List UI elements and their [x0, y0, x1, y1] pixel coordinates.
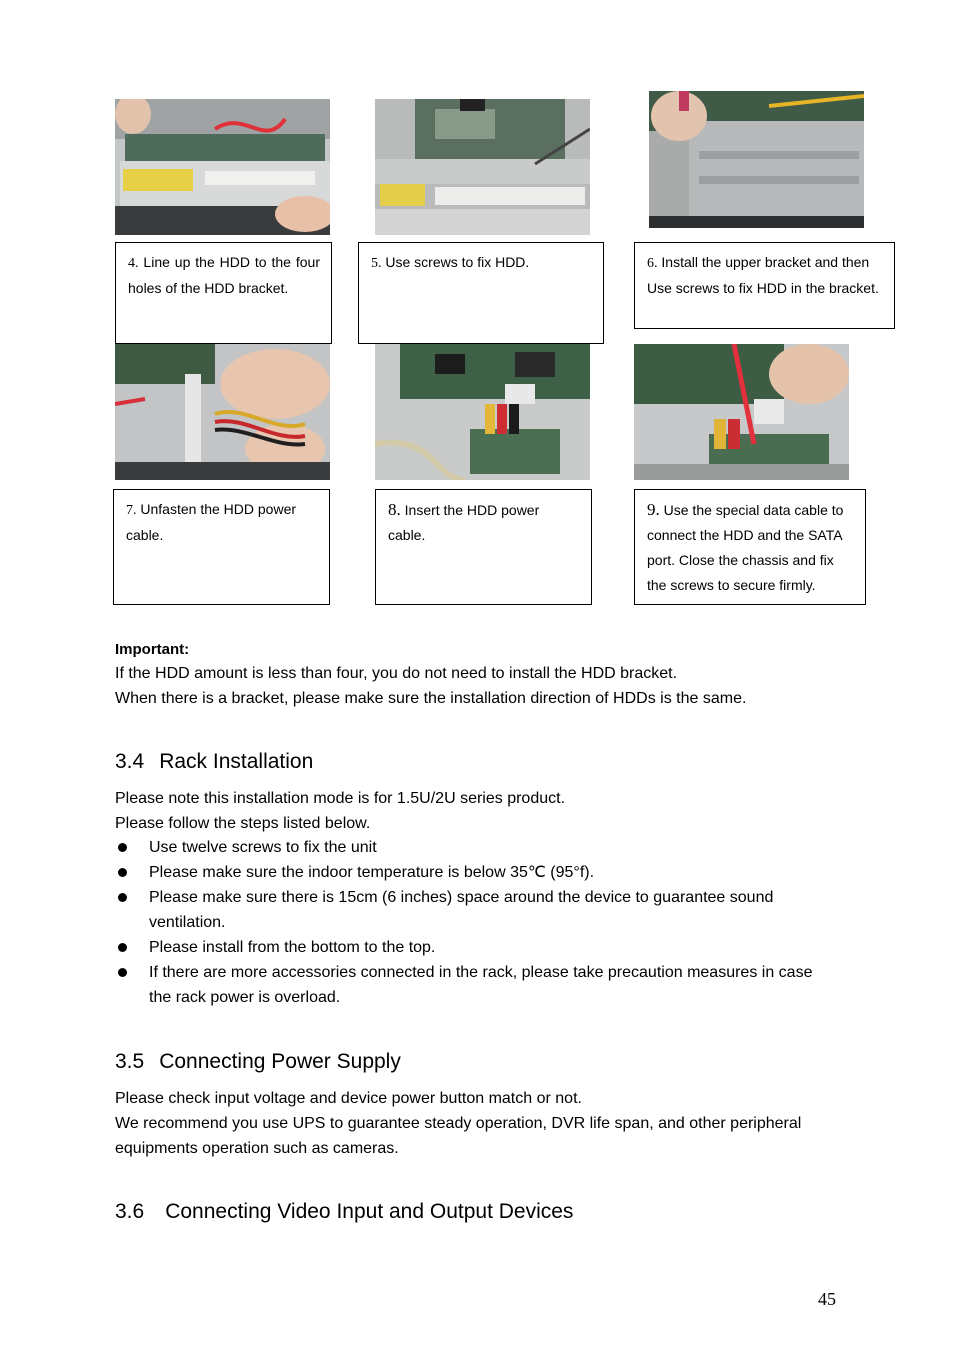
section-title: Connecting Power Supply [159, 1050, 401, 1073]
section-heading-3-4 [115, 748, 313, 776]
photo-step-8-insert-power [375, 344, 590, 480]
section-number: 3.6 [115, 1200, 145, 1223]
photo-step-5-screws [375, 99, 590, 235]
bullet-icon [118, 843, 127, 852]
section-title: Connecting Video Input and Output Devices [165, 1200, 574, 1223]
important-line-1: If the HDD amount is less than four, you do not need to install the HDD bracket. [115, 665, 678, 682]
paragraph: Please follow the steps listed below. [115, 815, 371, 832]
step-number: 9. [647, 500, 660, 519]
caption-step-9 [634, 489, 866, 605]
list-item [115, 885, 839, 935]
step-text: Use the special data cable to connect the HDD and the SATA port. Close the chassis and fix the screws to secure firmly. [647, 502, 844, 593]
photo-step-9-sata-cable [634, 344, 849, 480]
paragraph: Please note this installation mode is for 1.5U/2U series product. [115, 790, 566, 807]
step-number: 6. [647, 256, 658, 271]
section-title: Rack Installation [159, 750, 314, 773]
paragraph: Please check input voltage and device power button match or not. [115, 1090, 582, 1107]
caption-step-5 [358, 242, 604, 344]
photo-step-4-hdd-bracket [115, 99, 330, 235]
section-heading-3-6 [115, 1198, 573, 1226]
list-item-text: Use twelve screws to fix the unit [149, 839, 377, 856]
list-item-text: Please make sure the indoor temperature is below 35℃ (95°f). [149, 864, 595, 881]
section-number: 3.4 [115, 750, 145, 773]
caption-step-4 [115, 242, 332, 344]
bullet-icon [118, 868, 127, 877]
important-line-2: When there is a bracket, please make sure the installation direction of HDDs is the same. [115, 690, 747, 707]
step-text: Line up the HDD to the four holes of the HDD bracket. [128, 254, 321, 296]
section-heading-3-5 [115, 1048, 401, 1076]
step-text: Unfasten the HDD power cable. [126, 501, 297, 543]
important-label: Important: [115, 641, 190, 658]
step-number: 7. [126, 503, 137, 518]
caption-step-7 [113, 489, 330, 605]
bullet-list [115, 835, 839, 1010]
step-number: 8. [388, 500, 401, 519]
list-item [115, 835, 839, 860]
list-item-text: Please install from the bottom to the top. [149, 939, 436, 956]
paragraph: We recommend you use UPS to guarantee steady operation, DVR life span, and other peripheral [115, 1115, 802, 1132]
bullet-icon [118, 893, 127, 902]
list-item-text: If there are more accessories connected in the rack, please take precaution measures in case the rack power is overload. [149, 964, 813, 1006]
bullet-icon [118, 943, 127, 952]
section-number: 3.5 [115, 1050, 145, 1073]
list-item [115, 935, 839, 960]
list-item [115, 860, 839, 885]
caption-step-6 [634, 242, 895, 329]
bullet-icon [118, 968, 127, 977]
step-number: 5. [371, 256, 382, 271]
caption-step-8 [375, 489, 592, 605]
step-text: Insert the HDD power cable. [388, 502, 540, 543]
step-text: Use screws to fix HDD. [385, 254, 530, 270]
paragraph: equipments operation such as cameras. [115, 1140, 399, 1157]
step-number: 4. [128, 256, 139, 271]
list-item [115, 960, 839, 1010]
photo-step-6-upper-bracket [649, 91, 864, 228]
list-item-text: Please make sure there is 15cm (6 inches) space around the device to guarantee sound ventilation. [149, 889, 774, 931]
photo-step-7-power-cable [115, 344, 330, 480]
page-number: 45 [818, 1289, 836, 1309]
step-text: Install the upper bracket and then Use screws to fix HDD in the bracket. [647, 254, 879, 296]
